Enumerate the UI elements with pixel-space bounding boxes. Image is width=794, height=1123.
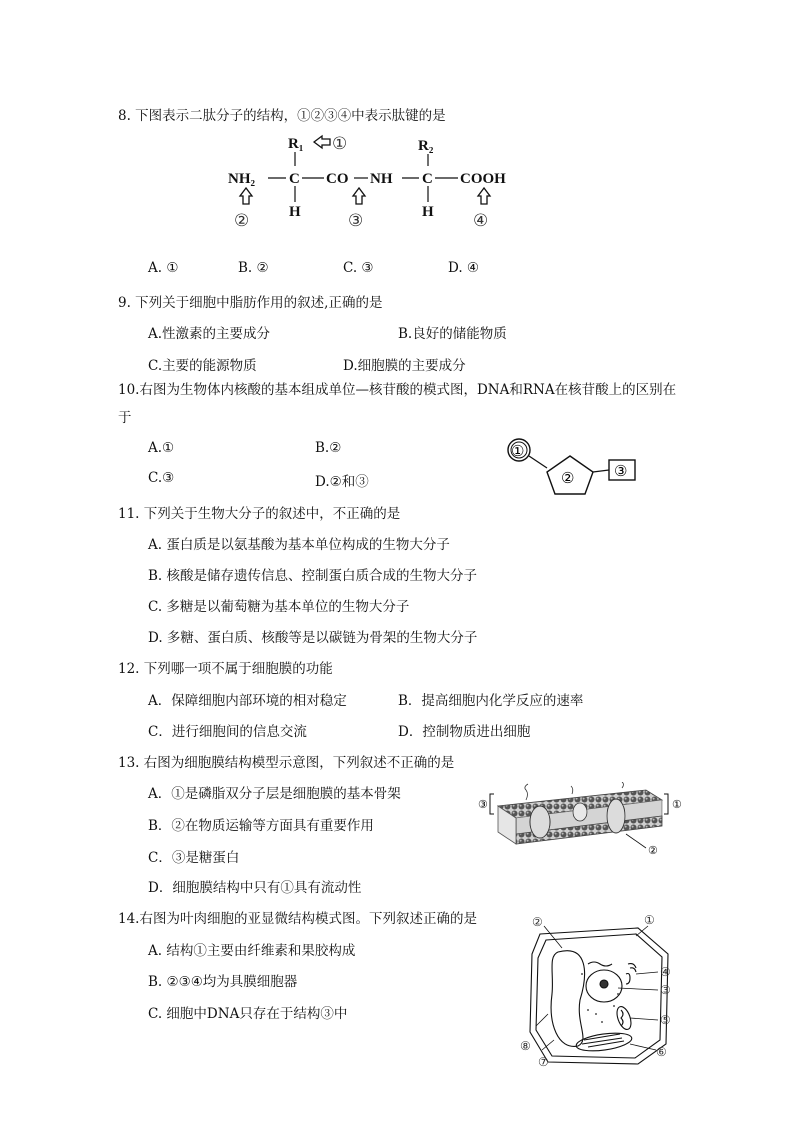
marker-4: ④	[473, 211, 489, 230]
q8-option-c[interactable]: C. ③	[343, 260, 374, 276]
q9-option-b[interactable]: B.良好的储能物质	[398, 326, 507, 342]
q9-stem: 9. 下列关于细胞中脂肪作用的叙述,正确的是	[118, 295, 383, 311]
q14-option-c[interactable]: C. 细胞中DNA只存在于结构③中	[148, 1006, 348, 1022]
carbon1-label: C	[289, 171, 300, 187]
q9-option-d[interactable]: D.细胞膜的主要成分	[343, 358, 466, 374]
q10-option-a[interactable]: A.①	[148, 440, 175, 456]
arrow-up-icon	[353, 188, 365, 204]
q14-stem: 14.右图为叶肉细胞的亚显微结构模式图。下列叙述正确的是	[118, 911, 477, 927]
q8-option-d[interactable]: D. ④	[448, 260, 480, 276]
membrane-marker-1: ①	[672, 799, 682, 811]
q12-option-a[interactable]: A．保障细胞内部环境的相对稳定	[148, 693, 347, 709]
q12-option-d[interactable]: D．控制物质进出细胞	[398, 724, 531, 740]
q10-option-c[interactable]: C.③	[148, 470, 175, 486]
cell-marker-2: ②	[532, 915, 543, 929]
q11-option-b[interactable]: B. 核酸是储存遗传信息、控制蛋白质合成的生物大分子	[148, 568, 478, 584]
h2-label: H	[422, 204, 434, 220]
cell-marker-7: ⑦	[538, 1055, 549, 1069]
h1-label: H	[289, 204, 301, 220]
cooh-label: COOH	[460, 171, 506, 187]
cell-membrane	[536, 934, 662, 1058]
nh2-label: NH₂	[228, 171, 255, 187]
r1-label: R₁	[288, 136, 304, 152]
leaf-cell-figure	[518, 914, 688, 1072]
cell-marker-3: ③	[660, 983, 671, 997]
carbon2-label: C	[422, 171, 433, 187]
q8-stem: 8. 下图表示二肽分子的结构，①②③④中表示肽键的是	[118, 108, 446, 124]
q12-option-c[interactable]: C．进行细胞间的信息交流	[148, 724, 307, 740]
arrow-up-icon	[240, 188, 252, 204]
q13-option-a[interactable]: A．①是磷脂双分子层是细胞膜的基本骨架	[148, 786, 401, 802]
q11-option-d[interactable]: D. 多糖、蛋白质、核酸等是以碳链为骨架的生物大分子	[148, 630, 478, 646]
cell-marker-8: ⑧	[520, 1039, 531, 1053]
membrane-marker-3: ③	[478, 799, 488, 811]
nucleotide-marker-2: ②	[561, 471, 575, 487]
cell-marker-1: ①	[644, 914, 655, 927]
q14-option-a[interactable]: A. 结构①主要由纤维素和果胶构成	[148, 943, 356, 959]
marker-1: ①	[332, 134, 348, 153]
q12-stem: 12. 下列哪一项不属于细胞膜的功能	[118, 661, 333, 677]
marker-3: ③	[348, 211, 364, 230]
q10-option-b[interactable]: B.②	[315, 440, 342, 456]
co-label: CO	[326, 171, 349, 187]
arrow-left-icon	[314, 136, 330, 148]
q13-option-c[interactable]: C．③是糖蛋白	[148, 850, 240, 866]
q11-stem: 11. 下列关于生物大分子的叙述中，不正确的是	[118, 506, 401, 522]
q13-option-d[interactable]: D．细胞膜结构中只有①具有流动性	[148, 880, 362, 896]
r2-label: R₂	[418, 138, 434, 154]
membrane-marker-2: ②	[648, 845, 658, 857]
arrow-up-icon	[478, 188, 490, 204]
q11-option-c[interactable]: C. 多糖是以葡萄糖为基本单位的生物大分子	[148, 599, 410, 615]
q8-option-b[interactable]: B. ②	[238, 260, 269, 276]
cell-marker-5: ⑤	[660, 1013, 671, 1027]
nh-label: NH	[370, 171, 393, 187]
cell-marker-4: ④	[660, 965, 671, 979]
marker-2: ②	[234, 211, 250, 230]
membrane-protein	[607, 799, 625, 833]
nucleotide-marker-1: ①	[511, 444, 525, 460]
cell-marker-6: ⑥	[656, 1045, 667, 1059]
q9-option-a[interactable]: A.性激素的主要成分	[148, 326, 271, 342]
vacuole	[551, 951, 584, 1047]
q13-option-b[interactable]: B．②在物质运输等方面具有重要作用	[148, 818, 374, 834]
nucleotide-marker-3: ③	[614, 464, 628, 480]
q10-option-d[interactable]: D.②和③	[315, 474, 369, 490]
q13-stem: 13. 右图为细胞膜结构模型示意图，下列叙述不正确的是	[118, 755, 455, 771]
q10-stem-cont: 于	[118, 410, 132, 426]
q9-option-c[interactable]: C.主要的能源物质	[148, 358, 257, 374]
q11-option-a[interactable]: A. 蛋白质是以氨基酸为基本单位构成的生物大分子	[148, 537, 450, 553]
dipeptide-structure-figure	[222, 128, 532, 232]
membrane-protein	[530, 806, 550, 838]
q8-option-a[interactable]: A. ①	[148, 260, 179, 276]
nucleotide-figure	[505, 436, 645, 496]
cell-membrane-figure	[476, 782, 690, 862]
cell-wall	[530, 928, 668, 1064]
q12-option-b[interactable]: B．提高细胞内化学反应的速率	[398, 693, 584, 709]
chloroplast	[575, 1030, 633, 1054]
q10-stem: 10.右图为生物体内核酸的基本组成单位—核苷酸的模式图，DNA和RNA在核苷酸上的区别在	[118, 382, 677, 398]
q14-option-b[interactable]: B. ②③④均为具膜细胞器	[148, 974, 298, 990]
